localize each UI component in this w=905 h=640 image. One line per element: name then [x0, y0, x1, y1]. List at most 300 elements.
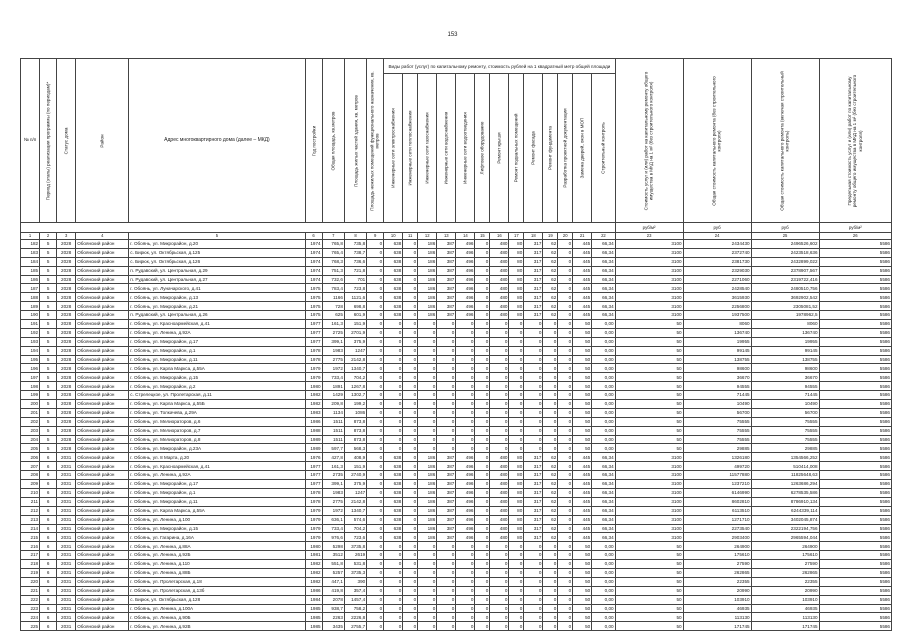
table-cell: 5586: [819, 364, 891, 373]
table-cell: 2028: [57, 435, 76, 444]
table-cell: 2028: [57, 444, 76, 453]
table-cell: 0: [384, 391, 403, 400]
table-cell: 2031: [57, 506, 76, 515]
table-cell: 5586: [819, 293, 891, 302]
table-cell: 0: [367, 248, 384, 257]
table-cell: 873,8: [344, 417, 366, 426]
table-cell: 3100: [615, 453, 683, 462]
table-cell: 0: [384, 328, 403, 337]
table-cell: Обоянский район: [76, 506, 129, 515]
table-row: [21, 337, 892, 346]
table-cell: 0: [524, 400, 543, 409]
table-cell: 5586: [819, 568, 891, 577]
table-cell: 3735,8: [344, 542, 366, 551]
table-cell: 317: [524, 248, 543, 257]
table-cell: 22355: [683, 577, 751, 586]
table-cell: 2028: [57, 346, 76, 355]
table-cell: 0: [543, 444, 558, 453]
table-cell: 0: [524, 320, 543, 329]
table-cell: 62: [543, 257, 558, 266]
table-cell: 0: [558, 613, 573, 622]
table-cell: 3735,3: [344, 568, 366, 577]
table-cell: 50: [615, 542, 683, 551]
header-work-0: Инженерные сети электроснабжения: [384, 74, 403, 223]
column-number: 10: [384, 233, 403, 240]
table-cell: 2903400: [683, 533, 751, 542]
table-cell: 0: [403, 293, 418, 302]
table-cell: 1975: [305, 311, 322, 320]
table-cell: 62: [543, 471, 558, 480]
table-cell: г. Обоянь, ул. Микрорайон, д.15: [129, 373, 305, 382]
table-cell: 2965594,044: [751, 533, 819, 542]
table-cell: 56700: [683, 408, 751, 417]
table-cell: 0: [418, 542, 437, 551]
table-cell: 2028: [57, 320, 76, 329]
table-cell: 0: [456, 560, 475, 569]
table-cell: 50: [615, 595, 683, 604]
table-cell: 0: [509, 382, 524, 391]
table-cell: 5586: [819, 382, 891, 391]
table-cell: 0: [558, 622, 573, 631]
table-cell: 0: [456, 346, 475, 355]
column-number: 13: [437, 233, 456, 240]
table-cell: 2028: [57, 426, 76, 435]
column-number: 9: [367, 233, 384, 240]
table-row: [21, 506, 892, 515]
table-cell: 0: [475, 284, 490, 293]
table-cell: 50: [615, 373, 683, 382]
table-cell: 5: [40, 320, 57, 329]
table-cell: 186: [21, 275, 40, 284]
header-year: Год постройки: [305, 59, 322, 223]
table-cell: 50: [573, 373, 592, 382]
table-cell: Обоянский район: [76, 533, 129, 542]
table-cell: 496: [456, 240, 475, 249]
table-cell: 0: [543, 382, 558, 391]
table-cell: 317: [524, 462, 543, 471]
table-cell: 50: [573, 560, 592, 569]
table-cell: 5586: [819, 595, 891, 604]
table-cell: 0: [403, 302, 418, 311]
table-cell: 5586: [819, 320, 891, 329]
table-cell: 2028: [57, 328, 76, 337]
table-cell: 317: [524, 524, 543, 533]
table-row: [21, 408, 892, 417]
table-cell: 1302,7: [344, 391, 366, 400]
table-cell: 80: [509, 275, 524, 284]
table-cell: 768,3: [322, 257, 344, 266]
table-cell: 207: [21, 462, 40, 471]
table-cell: 66,34: [592, 311, 615, 320]
table-cell: 6: [40, 577, 57, 586]
table-cell: 66,34: [592, 293, 615, 302]
table-cell: 445: [573, 471, 592, 480]
table-cell: 0: [418, 320, 437, 329]
page-number: 153: [447, 32, 458, 38]
table-cell: 0: [509, 373, 524, 382]
table-cell: 0: [418, 435, 437, 444]
table-cell: 0: [475, 426, 490, 435]
table-cell: г. Обоянь, ул. Микрорайон, д.20: [129, 240, 305, 249]
table-cell: 50: [615, 586, 683, 595]
table-cell: 50: [573, 364, 592, 373]
table-row: [21, 524, 892, 533]
table-cell: 317: [524, 533, 543, 542]
table-cell: 387: [437, 311, 456, 320]
table-cell: 5: [40, 391, 57, 400]
table-cell: 0: [475, 435, 490, 444]
table-cell: 0: [475, 462, 490, 471]
column-number: 19: [543, 233, 558, 240]
table-cell: Обоянский район: [76, 595, 129, 604]
table-cell: 2775: [322, 355, 344, 364]
table-row: [21, 568, 892, 577]
table-cell: 1974: [305, 266, 322, 275]
table-cell: 191: [21, 320, 40, 329]
table-cell: Обоянский район: [76, 462, 129, 471]
table-cell: 0: [384, 426, 403, 435]
table-cell: 6244339,114: [751, 506, 819, 515]
header-address: Адрес многоквартирного дома (далее – МКД): [129, 59, 305, 223]
table-cell: 2496526,602: [751, 240, 819, 249]
table-cell: 445: [573, 311, 592, 320]
table-cell: 1354566,252: [751, 453, 819, 462]
table-cell: 0: [524, 337, 543, 346]
table-cell: 0: [367, 302, 384, 311]
table-cell: 427,8: [322, 453, 344, 462]
table-cell: 0: [403, 595, 418, 604]
table-cell: 0: [475, 311, 490, 320]
table-cell: 738,7: [344, 248, 366, 257]
table-cell: 94555: [751, 382, 819, 391]
table-cell: 0: [403, 257, 418, 266]
table-cell: 0: [509, 426, 524, 435]
table-cell: 80: [509, 488, 524, 497]
table-cell: 0: [384, 622, 403, 631]
table-cell: 638: [384, 533, 403, 542]
table-cell: 62: [543, 240, 558, 249]
table-cell: Обоянский район: [76, 257, 129, 266]
table-cell: 445: [573, 248, 592, 257]
table-row: [21, 497, 892, 506]
table-cell: 0: [524, 355, 543, 364]
table-cell: 0: [384, 551, 403, 560]
table-cell: 638: [384, 284, 403, 293]
table-cell: 1982: [305, 391, 322, 400]
table-cell: Обоянский район: [76, 408, 129, 417]
table-cell: 0: [403, 346, 418, 355]
table-cell: 638: [384, 471, 403, 480]
table-cell: 0: [490, 551, 509, 560]
table-cell: 445: [573, 497, 592, 506]
table-cell: 3100: [615, 311, 683, 320]
table-cell: 0: [543, 568, 558, 577]
table-cell: 1975: [305, 293, 322, 302]
table-cell: 1977: [305, 480, 322, 489]
table-cell: 0: [403, 604, 418, 613]
table-cell: 171745: [683, 622, 751, 631]
table-cell: 0: [509, 444, 524, 453]
table-cell: 0: [524, 373, 543, 382]
table-cell: 186: [418, 506, 437, 515]
table-cell: 2381730: [683, 257, 751, 266]
table-cell: 62: [543, 488, 558, 497]
table-cell: 0: [558, 462, 573, 471]
table-row: [21, 266, 892, 275]
table-cell: 1985: [305, 613, 322, 622]
table-cell: 3100: [615, 533, 683, 542]
table-cell: 2031: [57, 568, 76, 577]
table-cell: 0: [524, 426, 543, 435]
table-cell: 3100: [615, 302, 683, 311]
table-cell: 0: [384, 355, 403, 364]
table-cell: 0: [384, 337, 403, 346]
table-cell: 62: [543, 506, 558, 515]
table-cell: с. Стрелецкое, ул. Пролетарская, д.11: [129, 391, 305, 400]
table-cell: 0: [418, 604, 437, 613]
column-number: 23: [615, 233, 683, 240]
table-cell: 197: [21, 373, 40, 382]
table-cell: 2273540: [683, 524, 751, 533]
table-cell: Обоянский район: [76, 577, 129, 586]
table-cell: 200: [21, 400, 40, 409]
table-cell: Обоянский район: [76, 426, 129, 435]
table-cell: 2028: [57, 275, 76, 284]
table-cell: 50: [573, 622, 592, 631]
table-cell: Обоянский район: [76, 302, 129, 311]
table-cell: 219: [21, 568, 40, 577]
table-cell: 0: [543, 346, 558, 355]
table-cell: 20990: [683, 586, 751, 595]
table-cell: 80: [509, 311, 524, 320]
table-cell: 5586: [819, 328, 891, 337]
table-cell: 0: [367, 373, 384, 382]
table-cell: 5: [40, 266, 57, 275]
table-cell: 0,00: [592, 391, 615, 400]
table-cell: 80: [509, 453, 524, 462]
table-cell: г. Обоянь, ул. Ленина, д.88Б: [129, 568, 305, 577]
table-cell: 138755: [683, 355, 751, 364]
table-cell: 5586: [819, 515, 891, 524]
table-cell: 0: [475, 577, 490, 586]
table-cell: 1237210: [683, 480, 751, 489]
table-cell: 0: [509, 355, 524, 364]
table-cell: 103910: [751, 595, 819, 604]
header-n: № п/п: [21, 59, 40, 223]
table-cell: 175610: [683, 551, 751, 560]
table-cell: 98600: [751, 364, 819, 373]
table-cell: 50: [573, 604, 592, 613]
table-cell: г. Обоянь, ул. Пролетарская, д.13б: [129, 586, 305, 595]
table-row: [21, 275, 892, 284]
table-cell: 735,8: [344, 240, 366, 249]
table-cell: 496: [456, 488, 475, 497]
table-cell: 0: [403, 515, 418, 524]
table-cell: 0: [543, 551, 558, 560]
table-cell: с. Бирюк, ул. Октябрьская, д.128: [129, 595, 305, 604]
table-cell: 62: [543, 524, 558, 533]
table-cell: 0: [558, 400, 573, 409]
table-cell: 0: [543, 595, 558, 604]
table-row: [21, 311, 892, 320]
column-number: 1: [21, 233, 40, 240]
header-area-total: Общая площадь, кв.метров: [322, 59, 344, 223]
table-cell: г. Обоянь, ул. Ленина, д.92В: [129, 622, 305, 631]
table-cell: 19955: [683, 337, 751, 346]
table-cell: 5586: [819, 524, 891, 533]
table-cell: 0: [558, 328, 573, 337]
table-cell: Обоянский район: [76, 284, 129, 293]
column-number: 15: [475, 233, 490, 240]
table-cell: 3100: [615, 248, 683, 257]
table-cell: 387: [437, 524, 456, 533]
table-cell: 0: [437, 622, 456, 631]
table-cell: г. Обоянь, ул. Микрорайон, д.2: [129, 382, 305, 391]
table-cell: 36670: [683, 373, 751, 382]
table-cell: 0: [475, 364, 490, 373]
table-cell: 50: [615, 560, 683, 569]
table-cell: Обоянский район: [76, 586, 129, 595]
table-cell: 264900: [751, 542, 819, 551]
table-cell: 0: [490, 568, 509, 577]
table-cell: 2701,9: [344, 328, 366, 337]
table-cell: 5: [40, 417, 57, 426]
table-cell: 6: [40, 506, 57, 515]
table-cell: 94555: [683, 382, 751, 391]
table-cell: 2031: [57, 604, 76, 613]
column-number: 21: [573, 233, 592, 240]
table-cell: 0: [490, 435, 509, 444]
table-cell: 0,00: [592, 604, 615, 613]
table-cell: 0: [367, 568, 384, 577]
table-cell: 218: [21, 560, 40, 569]
table-cell: 387: [437, 284, 456, 293]
table-cell: 2028: [57, 382, 76, 391]
table-cell: 5: [40, 293, 57, 302]
table-cell: 36670: [751, 373, 819, 382]
table-cell: 2031: [57, 480, 76, 489]
table-cell: 758,2: [344, 604, 366, 613]
table-cell: 50: [573, 328, 592, 337]
table-cell: 317: [524, 293, 543, 302]
table-cell: 27590: [683, 560, 751, 569]
table-row: [21, 444, 892, 453]
table-cell: 496: [456, 275, 475, 284]
table-cell: г. Обоянь, ул. Ленина, д.92Б: [129, 551, 305, 560]
table-cell: 0: [509, 542, 524, 551]
table-cell: 186: [418, 453, 437, 462]
table-cell: 399,1: [322, 480, 344, 489]
table-cell: 0: [437, 586, 456, 595]
table-cell: 0: [403, 586, 418, 595]
table-cell: 0: [475, 400, 490, 409]
table-cell: 0: [490, 604, 509, 613]
table-cell: 2256800: [683, 302, 751, 311]
table-cell: Обоянский район: [76, 391, 129, 400]
capital-repair-table: [20, 58, 892, 631]
table-cell: г. Обоянь, ул. Микрорайон, д.1: [129, 488, 305, 497]
table-cell: 186: [418, 275, 437, 284]
table-cell: с. Бирюк, ул. Октябрьская, д.126: [129, 257, 305, 266]
table-cell: 99145: [751, 346, 819, 355]
table-cell: 6: [40, 542, 57, 551]
table-cell: 5586: [819, 248, 891, 257]
table-cell: 0: [403, 275, 418, 284]
table-cell: 0: [384, 613, 403, 622]
table-cell: 216: [21, 542, 40, 551]
table-cell: 387: [437, 533, 456, 542]
table-cell: 136740: [683, 328, 751, 337]
table-cell: 0: [524, 408, 543, 417]
table-cell: 0: [403, 551, 418, 560]
table-cell: 723,6: [344, 533, 366, 542]
table-cell: 0,00: [592, 320, 615, 329]
table-cell: 0: [418, 364, 437, 373]
table-cell: Обоянский район: [76, 435, 129, 444]
table-cell: 3402045,874: [751, 515, 819, 524]
table-cell: 50: [615, 328, 683, 337]
table-cell: 6278535,586: [751, 488, 819, 497]
table-cell: 2480510,756: [751, 284, 819, 293]
table-cell: 2735: [322, 471, 344, 480]
table-cell: 80: [509, 497, 524, 506]
table-cell: 873,8: [344, 435, 366, 444]
column-number: 8: [344, 233, 366, 240]
table-cell: 66,34: [592, 240, 615, 249]
table-cell: г. Обоянь, ул. Карла Маркса, д.55Б: [129, 400, 305, 409]
table-cell: 0,00: [592, 408, 615, 417]
table-cell: 574,6: [344, 515, 366, 524]
table-cell: 186: [418, 257, 437, 266]
table-cell: 50: [615, 577, 683, 586]
table-cell: 0: [475, 560, 490, 569]
table-cell: 50: [573, 542, 592, 551]
table-cell: 0: [524, 328, 543, 337]
table-cell: 80: [509, 284, 524, 293]
table-cell: 66,34: [592, 266, 615, 275]
table-cell: 0: [490, 542, 509, 551]
table-cell: 0: [403, 328, 418, 337]
table-cell: 66,34: [592, 275, 615, 284]
table-cell: 50: [615, 417, 683, 426]
table-cell: 0: [475, 488, 490, 497]
table-cell: 5: [40, 275, 57, 284]
table-cell: 399,1: [322, 337, 344, 346]
table-cell: 445: [573, 515, 592, 524]
table-cell: 625: [322, 311, 344, 320]
table-cell: 2755,7: [344, 622, 366, 631]
table-cell: 3435: [322, 622, 344, 631]
table-row: [21, 462, 892, 471]
table-cell: 0: [558, 355, 573, 364]
column-number: 24: [683, 233, 751, 240]
table-cell: 445: [573, 533, 592, 542]
table-cell: 11577880: [683, 471, 751, 480]
table-cell: 480: [490, 533, 509, 542]
table-cell: 0: [418, 586, 437, 595]
table-cell: 0: [418, 551, 437, 560]
column-number: 12: [418, 233, 437, 240]
table-cell: 0: [367, 506, 384, 515]
table-cell: 0: [456, 622, 475, 631]
table-cell: 2031: [57, 488, 76, 497]
table-cell: 0: [490, 320, 509, 329]
table-cell: 317: [524, 471, 543, 480]
table-cell: 6: [40, 568, 57, 577]
table-cell: 186: [418, 284, 437, 293]
table-cell: 5586: [819, 417, 891, 426]
table-cell: Обоянский район: [76, 604, 129, 613]
